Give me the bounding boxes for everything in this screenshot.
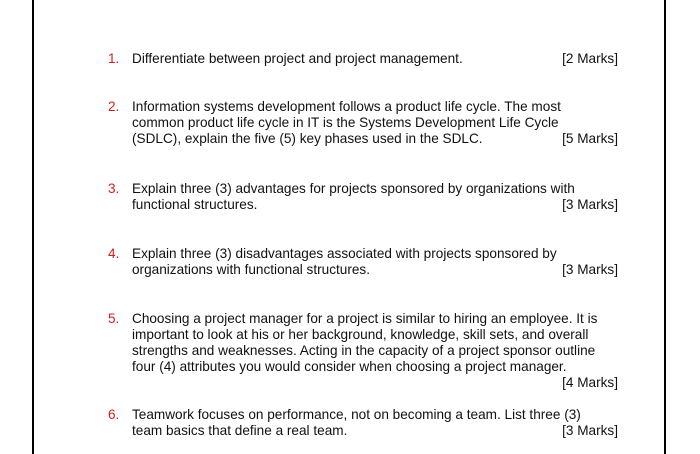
question-line — [132, 131, 618, 147]
question-text — [132, 51, 618, 67]
question-line-text: functional structures. — [132, 197, 258, 212]
question-line — [132, 99, 618, 115]
question-text — [132, 246, 618, 278]
question-line — [132, 246, 618, 262]
marks-label: [3 Marks] — [562, 197, 618, 212]
marks-label: [4 Marks] — [562, 375, 618, 390]
question-line — [132, 407, 618, 423]
question-line-text: Explain three (3) advantages for projects sponsored by organizations with — [132, 181, 575, 196]
question-line-text: common product life cycle in IT is the Systems Development Life Cycle — [132, 115, 559, 130]
question-line-text: Teamwork focuses on performance, not on becoming a team. List three (3) — [132, 407, 581, 422]
question-number: 3. — [108, 181, 120, 196]
question-text — [132, 99, 618, 147]
question-text — [132, 407, 618, 439]
question-line-text: important to look at his or her background, knowledge, skill sets, and overall — [132, 327, 589, 342]
question-line — [132, 423, 618, 439]
question-number: 4. — [108, 246, 120, 261]
question-line-text: (SDLC), explain the five (5) key phases used in the SDLC. — [132, 131, 483, 146]
question-line — [132, 327, 618, 343]
question-number: 2. — [108, 99, 120, 114]
question-number: 1. — [108, 51, 120, 66]
marks-label: [3 Marks] — [562, 423, 618, 438]
question-line-text: four (4) attributes you would consider when choosing a project manager. — [132, 359, 567, 374]
question-line-text: Information systems development follows a product life cycle. The most — [132, 99, 561, 114]
question-number: 5. — [108, 311, 120, 326]
question-line — [132, 375, 618, 391]
question-line — [132, 359, 618, 375]
question-line-text: Differentiate between project and project management. — [132, 51, 463, 66]
question-line-text: team basics that define a real team. — [132, 423, 348, 438]
question-line-text: organizations with functional structures. — [132, 262, 371, 277]
question-number: 6. — [108, 407, 120, 422]
question-line-text: strengths and weaknesses. Acting in the capacity of a project sponsor outline — [132, 343, 596, 358]
question-line — [132, 311, 618, 327]
question-line — [132, 115, 618, 131]
question-text — [132, 311, 618, 391]
question-line — [132, 343, 618, 359]
question-line — [132, 197, 618, 213]
question-text — [132, 181, 618, 213]
marks-label: [3 Marks] — [562, 262, 618, 277]
marks-label: [2 Marks] — [562, 51, 618, 66]
question-line-text: Choosing a project manager for a project is similar to hiring an employee. It is — [132, 311, 598, 326]
marks-label: [5 Marks] — [562, 131, 618, 146]
question-line-text: Explain three (3) disadvantages associated with projects sponsored by — [132, 246, 557, 261]
question-line — [132, 51, 618, 67]
question-line — [132, 181, 618, 197]
question-line — [132, 262, 618, 278]
